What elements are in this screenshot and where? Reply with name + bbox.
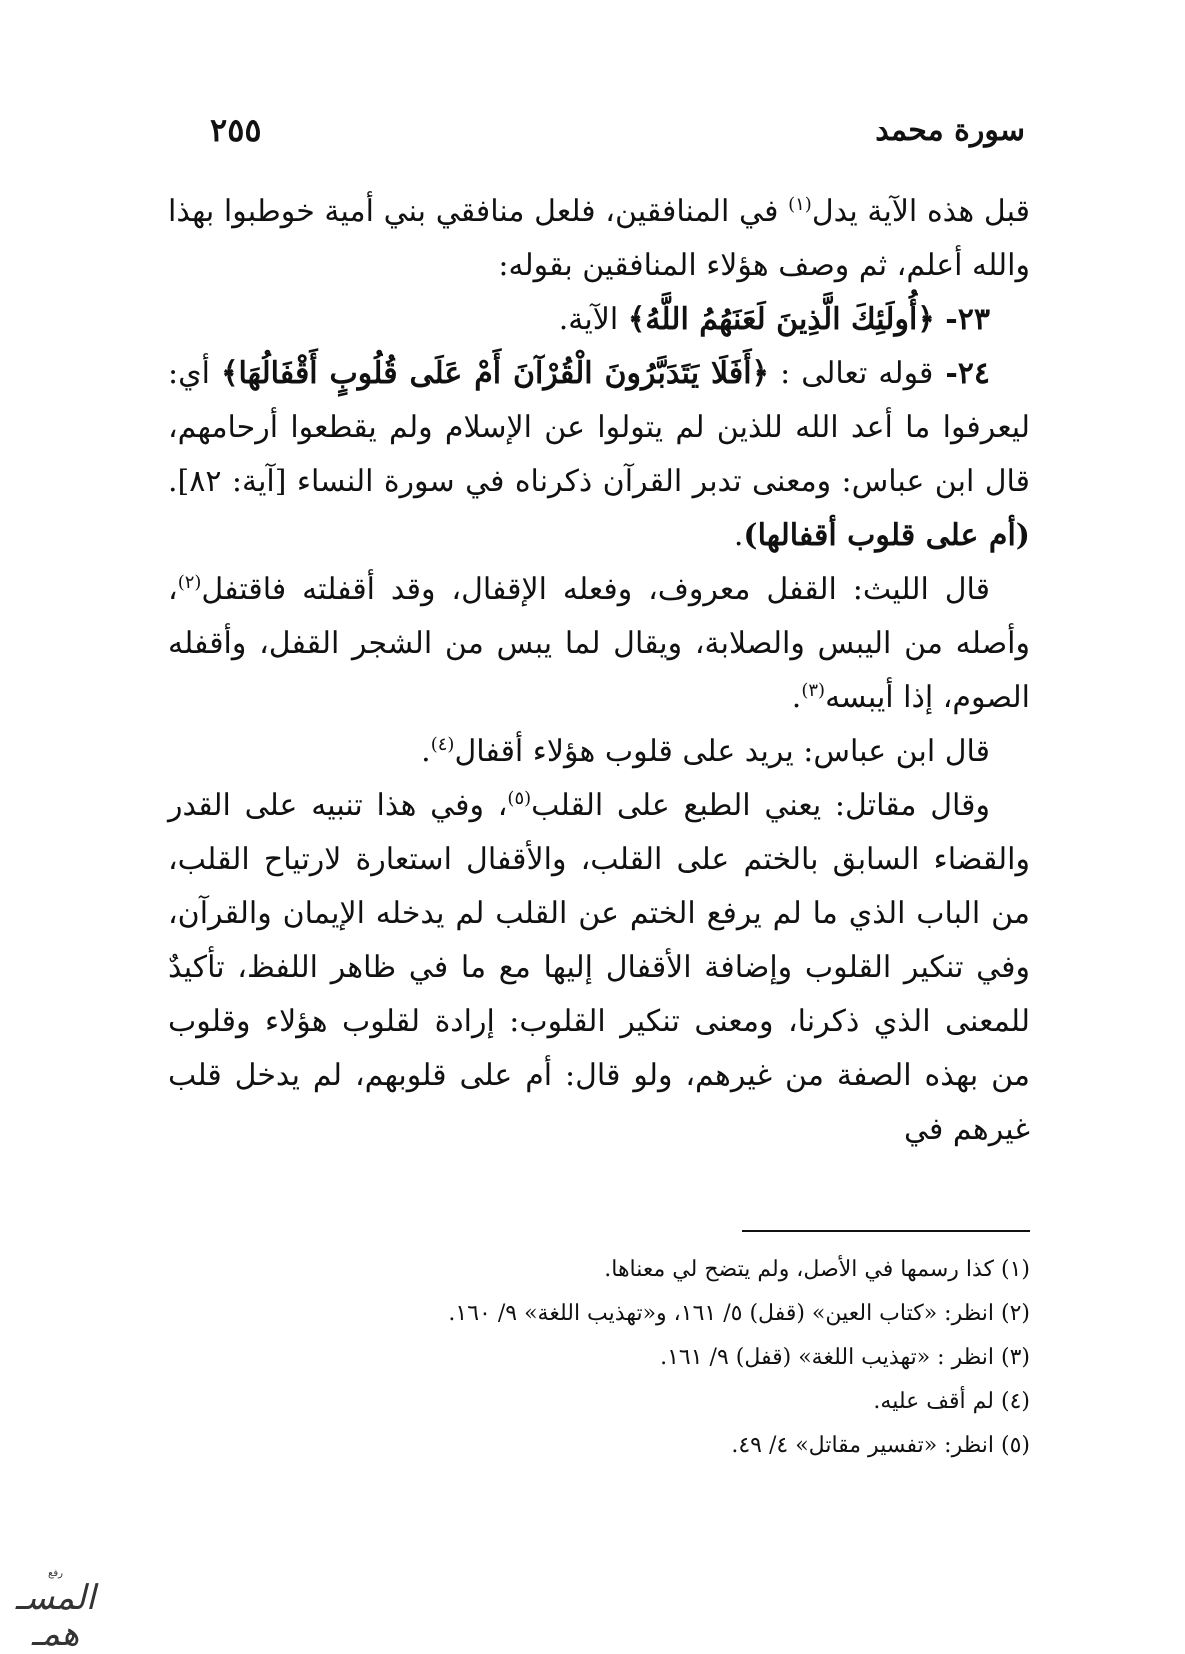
footnote-ref-4: (٤) [430,734,455,755]
stamp-sub-text: رفع [48,1568,63,1579]
paragraph-verse-24 [168,347,1030,563]
text-span: . [791,680,802,715]
stamp-main-text: المسـ همـ [15,1578,96,1654]
text-span: قال ابن عباس: يريد على قلوب هؤلاء أقفال [454,734,990,769]
text-span: الآية. [558,302,628,337]
text-span: في المنافقين، فلعل منافقي بني أمية خوطبوا بهذا والله أعلم، ثم وصف هؤلاء المنافقين بقوله: [168,194,1030,283]
paragraph-4 [168,563,1030,725]
footnote-2: (٢) انظر: «كتاب العين» (قفل) ٥/ ١٦١، و«تهذيب اللغة» ٩/ ١٦٠. [448,1301,1030,1326]
main-text [168,185,1030,1157]
footnote-5: (٥) انظر: «تفسير مقاتل» ٤/ ٤٩. [731,1433,1030,1458]
text-span: وقال مقاتل: يعني الطبع على القلب [531,788,990,823]
footnote-ref-3: (٣) [801,680,826,701]
text-span: قال الليث: القفل معروف، وفعله الإقفال، وقد أقفلته فاقتفل [201,572,990,607]
text-span: قبل هذه الآية يدل [811,194,1031,229]
publisher-stamp-logo [8,1568,103,1654]
footnote-3: (٣) انظر : «تهذيب اللغة» (قفل) ٩/ ١٦١. [660,1345,1030,1370]
quran-verse-23: ﴿أُولَئِكَ الَّذِينَ لَعَنَهُمُ اللَّهُ﴾ [627,302,935,337]
footnote-4: (٤) لم أقف عليه. [873,1389,1030,1414]
paragraph-6 [168,779,1030,1157]
quran-verse-24: ﴿أَفَلَا يَتَدَبَّرُونَ الْقُرْآنَ أَمْ عَلَى قُلُوبٍ أَقْفَالُهَا﴾ [220,356,770,391]
text-span: ، وفي هذا تنبيه على القدر والقضاء السابق بالختم على القلب، والأقفال استعارة لارتياح القلب، من الباب الذي ما لم يرفع الختم عن القلب لم يدخله الإيمان والقرآن، وفي تنكير القلوب وإضافة الأقفال إليها مع ما في ظاهر اللفظ، تأكيدٌ للمعنى الذي ذكرنا، ومعنى تنكير القلوب: إرادة لقلوب هؤلاء وقلوب من بهذه الصفة من غيرهم، ولو قال: أم على قلوبهم، لم يدخل قلب غيرهم في [168,788,1030,1147]
text-span: أي: ليعرفوا ما أعد الله للذين لم يتولوا عن الإسلام ولم يقطعوا أرحامهم، قال ابن عباس: ومعنى تدبر القرآن ذكرناه في سورة النساء [آية: ٨٢]. [168,356,1030,499]
verse-number-24: ٢٤- [933,356,990,391]
paragraph-verse-23 [168,293,1030,347]
footnotes [168,1248,1030,1468]
surah-title: سورة محمد [875,112,1025,148]
footnote-ref-1: (١) [788,194,812,215]
text-span: . [421,734,431,769]
footnote-1: (١) كذا رسمها في الأصل، ولم يتضح لي معناها. [604,1257,1030,1282]
text-span: . [733,518,744,553]
paragraph-1 [168,185,1030,293]
footnote-ref-2: (٢) [177,572,202,593]
paragraph-5 [168,725,1030,779]
footnote-ref-5: (٥) [507,788,532,809]
page-header [210,110,1025,150]
text-span: ، وأصله من اليبس والصلابة، ويقال لما يبس من الشجر القفل، وأقفله الصوم، إذا أيبسه [168,572,1030,715]
footnote-separator [742,1230,1030,1232]
verse-number-23: ٢٣- [934,302,990,337]
bold-phrase: (أم على قلوب أقفالها) [743,518,1030,553]
page-number: ٢٥٥ [210,111,262,149]
text-span: قوله تعالى : [769,356,934,391]
